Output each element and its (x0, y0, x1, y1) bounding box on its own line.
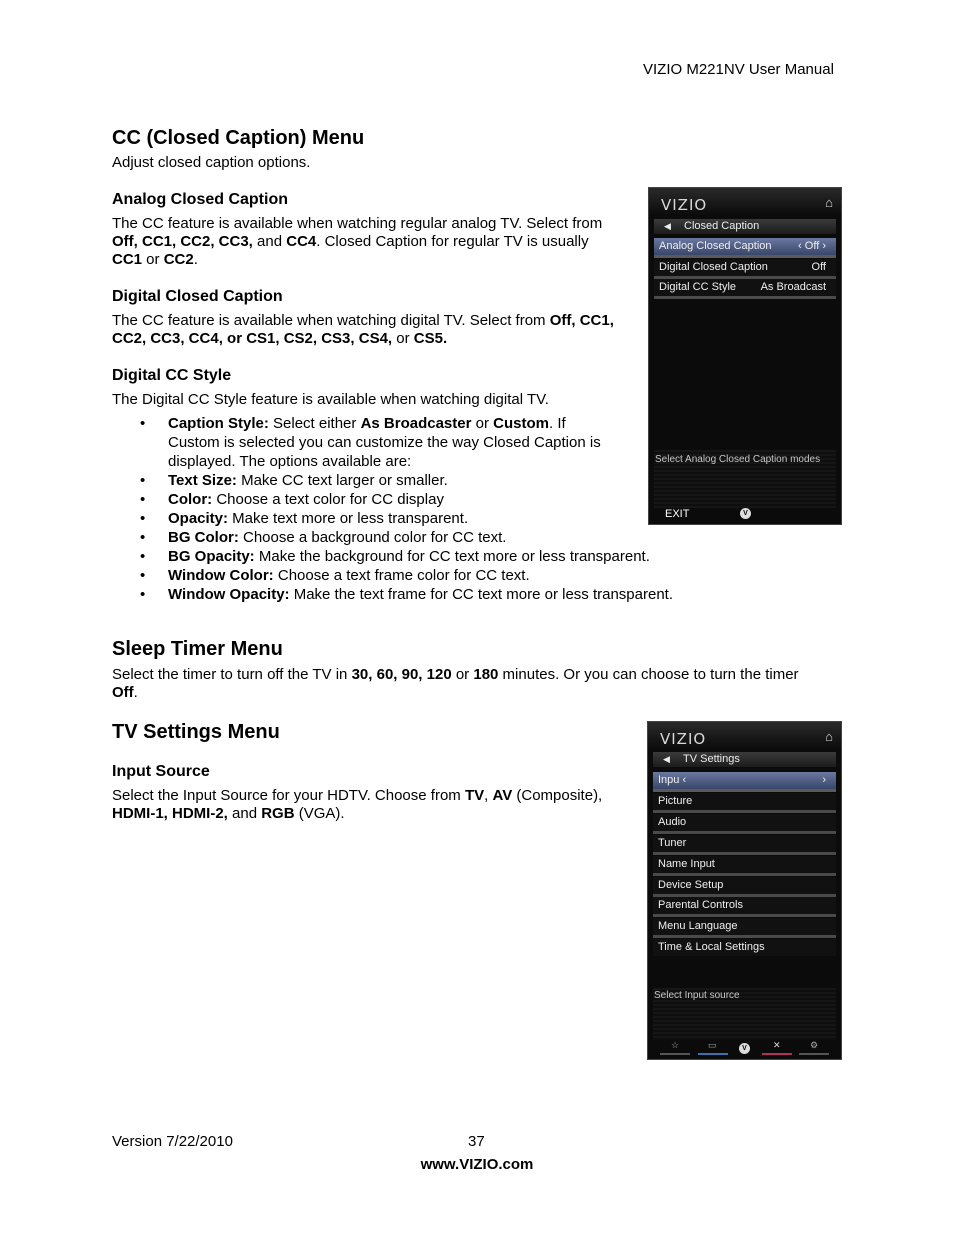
screen-title-bar (653, 752, 836, 767)
star-icon: ☆ (671, 1040, 680, 1050)
input-source-paragraph: Select the Input Source for your HDTV. Choose from TV, AV (Composite), HDMI-1, HDMI-2, and RGB (VGA). (112, 787, 603, 822)
page-number: 37 (468, 1133, 485, 1150)
menu-row-menu-language: Menu Language (653, 918, 836, 938)
vizio-v-icon: V (739, 1043, 750, 1054)
home-icon: ⌂ (825, 729, 833, 744)
gear-icon: ⚙ (810, 1040, 819, 1050)
menu-row-time-local-settings: Time & Local Settings (653, 939, 836, 956)
list-item: • Window Color: Choose a text frame color for CC text. (112, 566, 712, 585)
footer-url: www.VIZIO.com (420, 1156, 534, 1173)
screen-title: TV Settings (683, 753, 740, 765)
manual-title: VIZIO M221NV User Manual (643, 61, 834, 78)
list-item: • Opacity: Make text more or less transparent. (112, 509, 712, 528)
digital-cc-paragraph: The CC feature is available when watching digital TV. Select from Off, CC1, CC2, CC3, CC4, or CS1, CS2, CS3, CS4, or CS5. (112, 312, 614, 347)
menu-row-tuner: Tuner (653, 835, 836, 855)
input-source-heading: Input Source (112, 763, 210, 780)
tv-settings-heading: TV Settings Menu (112, 721, 280, 743)
footer-version: Version 7/22/2010 (112, 1133, 233, 1150)
menu-row-analog-cc: Analog Closed Caption ‹ Off › (654, 238, 836, 258)
menu-row-audio: Audio (653, 814, 836, 834)
close-icon: ✕ (773, 1040, 781, 1050)
screen-hint: Select Input source (654, 990, 740, 1001)
digital-cc-style-heading: Digital CC Style (112, 367, 232, 384)
analog-cc-heading: Analog Closed Caption (112, 191, 288, 208)
menu-row-digital-cc-style: Digital CC Style As Broadcast (654, 279, 836, 299)
back-arrow-icon: ◀ (664, 221, 671, 231)
right-arrow-icon: › (822, 774, 826, 786)
home-icon: ⌂ (825, 195, 833, 210)
menu-icon: ▭ (708, 1040, 717, 1050)
menu-row-picture: Picture (653, 793, 836, 813)
vizio-logo: VIZIO (660, 730, 707, 748)
exit-label: EXIT (665, 508, 690, 520)
list-item: • Text Size: Make CC text larger or smaller. (112, 471, 712, 490)
sleep-timer-paragraph: Select the timer to turn off the TV in 30, 60, 90, 120 or 180 minutes. Or you can choose to turn the timer Off. (112, 666, 799, 701)
menu-row-name-input: Name Input (653, 856, 836, 876)
cc-menu-heading: CC (Closed Caption) Menu (112, 127, 365, 149)
list-item: • BG Color: Choose a background color for CC text. (112, 528, 712, 547)
cc-style-options-list (112, 414, 712, 604)
analog-cc-paragraph: The CC feature is available when watching regular analog TV. Select from Off, CC1, CC2, CC3, and CC4. Closed Caption for regular TV is usually CC1 or CC2. (112, 215, 603, 268)
list-item: • Caption Style: Select either As Broadcaster or Custom. If Custom is selected you can customize the way Closed Caption is displayed. The options available are: (112, 414, 712, 471)
left-arrow-icon: ‹ (798, 240, 805, 252)
screen-hint: Select Analog Closed Caption modes (655, 454, 821, 465)
vizio-logo: VIZIO (661, 196, 708, 214)
star-underline (660, 1053, 690, 1055)
sleep-timer-heading: Sleep Timer Menu (112, 638, 283, 660)
closed-caption-screen (648, 187, 842, 525)
screen-title: Closed Caption (684, 220, 760, 232)
back-arrow-icon: ◀ (663, 754, 670, 764)
left-arrow-icon: ‹ (682, 774, 687, 786)
close-underline (762, 1053, 792, 1055)
menu-underline (698, 1053, 728, 1055)
cc-menu-intro: Adjust closed caption options. (112, 154, 311, 171)
digital-cc-heading: Digital Closed Caption (112, 288, 283, 305)
menu-row-input: Inpu ‹ › (653, 772, 836, 792)
menu-row-parental-controls: Parental Controls (653, 897, 836, 917)
list-item: • Window Opacity: Make the text frame for CC text more or less transparent. (112, 585, 712, 604)
vizio-v-icon: V (740, 508, 751, 519)
tv-settings-screen (647, 721, 842, 1060)
screen-title-bar (654, 219, 836, 234)
list-item: • Color: Choose a text color for CC display (112, 490, 712, 509)
menu-row-digital-cc: Digital Closed Caption Off (654, 259, 836, 279)
list-item: • BG Opacity: Make the background for CC text more or less transparent. (112, 547, 712, 566)
right-arrow-icon: › (819, 240, 826, 252)
digital-cc-style-intro: The Digital CC Style feature is available when watching digital TV. (112, 391, 549, 408)
menu-row-device-setup: Device Setup (653, 877, 836, 897)
gear-underline (799, 1053, 829, 1055)
